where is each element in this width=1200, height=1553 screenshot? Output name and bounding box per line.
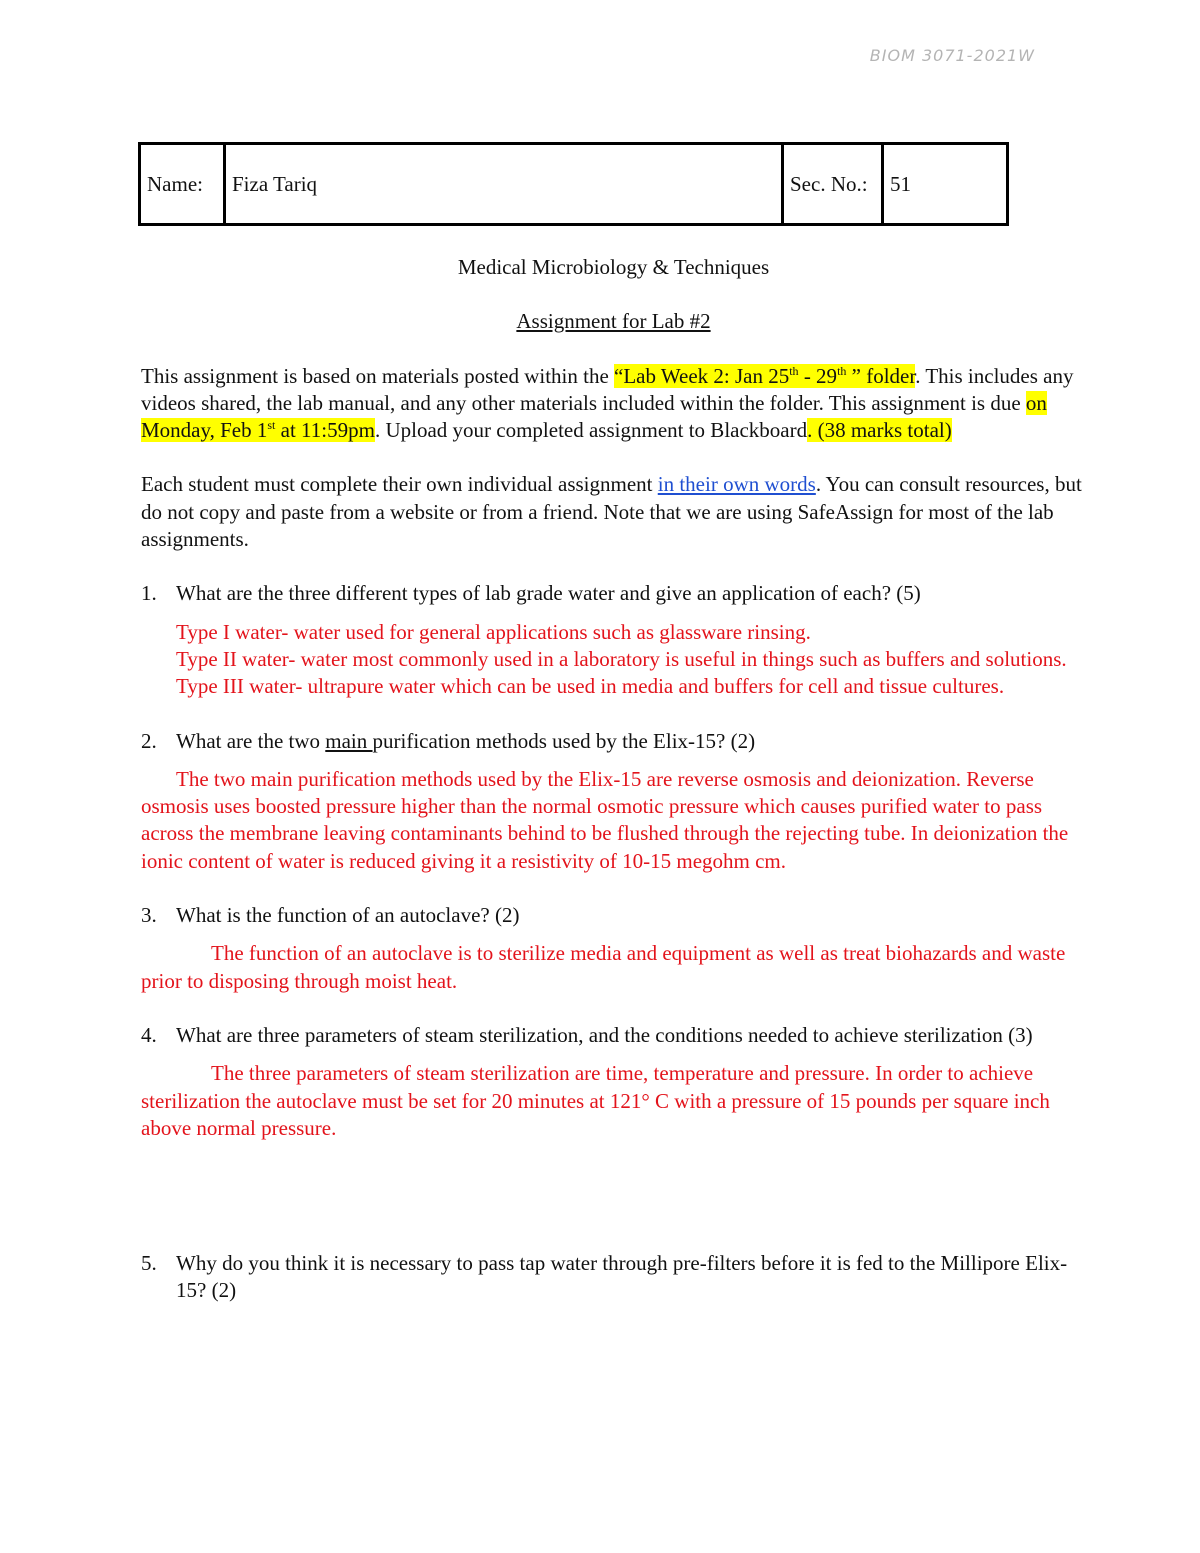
own-words-link[interactable]: in their own words — [657, 472, 816, 497]
answer-1 — [141, 619, 1086, 701]
question-number: 1. — [141, 581, 157, 606]
assignment-title: Assignment for Lab #2 — [516, 309, 711, 334]
question-number: 2. — [141, 728, 157, 753]
name-value: Fiza Tariq — [225, 144, 783, 225]
question-text: What are three parameters of steam sterilization, and the conditions needed to achieve sterilization (3) — [176, 1022, 1033, 1047]
question-2: 2. What are the two main purification methods used by the Elix-15? (2) — [141, 728, 1086, 755]
answer-2: The two main purification methods used by the Elix-15 are reverse osmosis and deionization. Reverse osmosis uses boosted pressure higher than the normal osmotic pressure which causes purified water to pass across the membrane leaving contaminants behind to be flushed through the rejecting tube. In deionization the ionic content of water is reduced giving it a resistivity of 10-15 megohm cm. — [141, 766, 1069, 873]
question-text: Why do you think it is necessary to pass tap water through pre-filters before it is fed to the Millipore Elix-15? (2) — [176, 1251, 1068, 1303]
intro-text: This assignment is based on materials posted within the — [141, 363, 615, 388]
answer-line: Type II water- water most commonly used in a laboratory is useful in things such as buffers and solutions. — [176, 646, 1067, 671]
intro-text-2: . This includes any videos shared, the lab manual, and any other materials included within the folder. This assignment is due — [141, 363, 1074, 415]
course-code-header: BIOM 3071-2021W — [869, 46, 1035, 65]
question-5 — [141, 1250, 1086, 1305]
section-value: 51 — [883, 144, 1008, 225]
question-number: 4. — [141, 1022, 157, 1047]
section-label: Sec. No.: — [783, 144, 883, 225]
student-info-table — [138, 142, 1009, 226]
due-date-highlight: on Monday, Feb 1st at 11:59pm — [141, 390, 1047, 443]
answer-4: The three parameters of steam sterilization are time, temperature and pressure. In order to achieve sterilization the autoclave must be set for 20 minutes at 121° C with a pressure of 15 pounds per square inch above normal pressure. — [141, 1061, 1050, 1140]
answer-line: Type I water- water used for general applications such as glassware rinsing. — [176, 619, 811, 644]
policy-paragraph: Each student must complete their own individual assignment in their own words. You can consult resources, but do not copy and paste from a website or from a friend. Note that we are using SafeAssign for most of the lab assignments. — [141, 472, 1082, 552]
document-body — [141, 254, 1086, 1316]
intro-text-3: . Upload your completed assignment to Blackboard — [374, 418, 808, 443]
question-1 — [141, 580, 1086, 607]
answer-3: The function of an autoclave is to sterilize media and equipment as well as treat biohazards and waste prior to disposing through moist heat. — [141, 941, 1066, 993]
folder-highlight: “Lab Week 2: Jan 25th - 29th ” folder — [614, 363, 916, 388]
course-title: Medical Microbiology & Techniques — [457, 255, 770, 279]
question-3 — [141, 902, 1086, 929]
question-text: What is the function of an autoclave? (2) — [176, 903, 520, 928]
question-number: 5. — [141, 1251, 157, 1276]
question-number: 3. — [141, 903, 157, 928]
marks-highlight: . (38 marks total) — [807, 418, 952, 443]
answer-line: Type III water- ultrapure water which can be used in media and buffers for cell and tissue cultures. — [176, 674, 1005, 699]
question-text: What are the three different types of lab grade water and give an application of each? (5) — [176, 581, 921, 606]
intro-paragraph — [141, 363, 1086, 445]
question-4 — [141, 1022, 1086, 1049]
name-label: Name: — [140, 144, 225, 225]
